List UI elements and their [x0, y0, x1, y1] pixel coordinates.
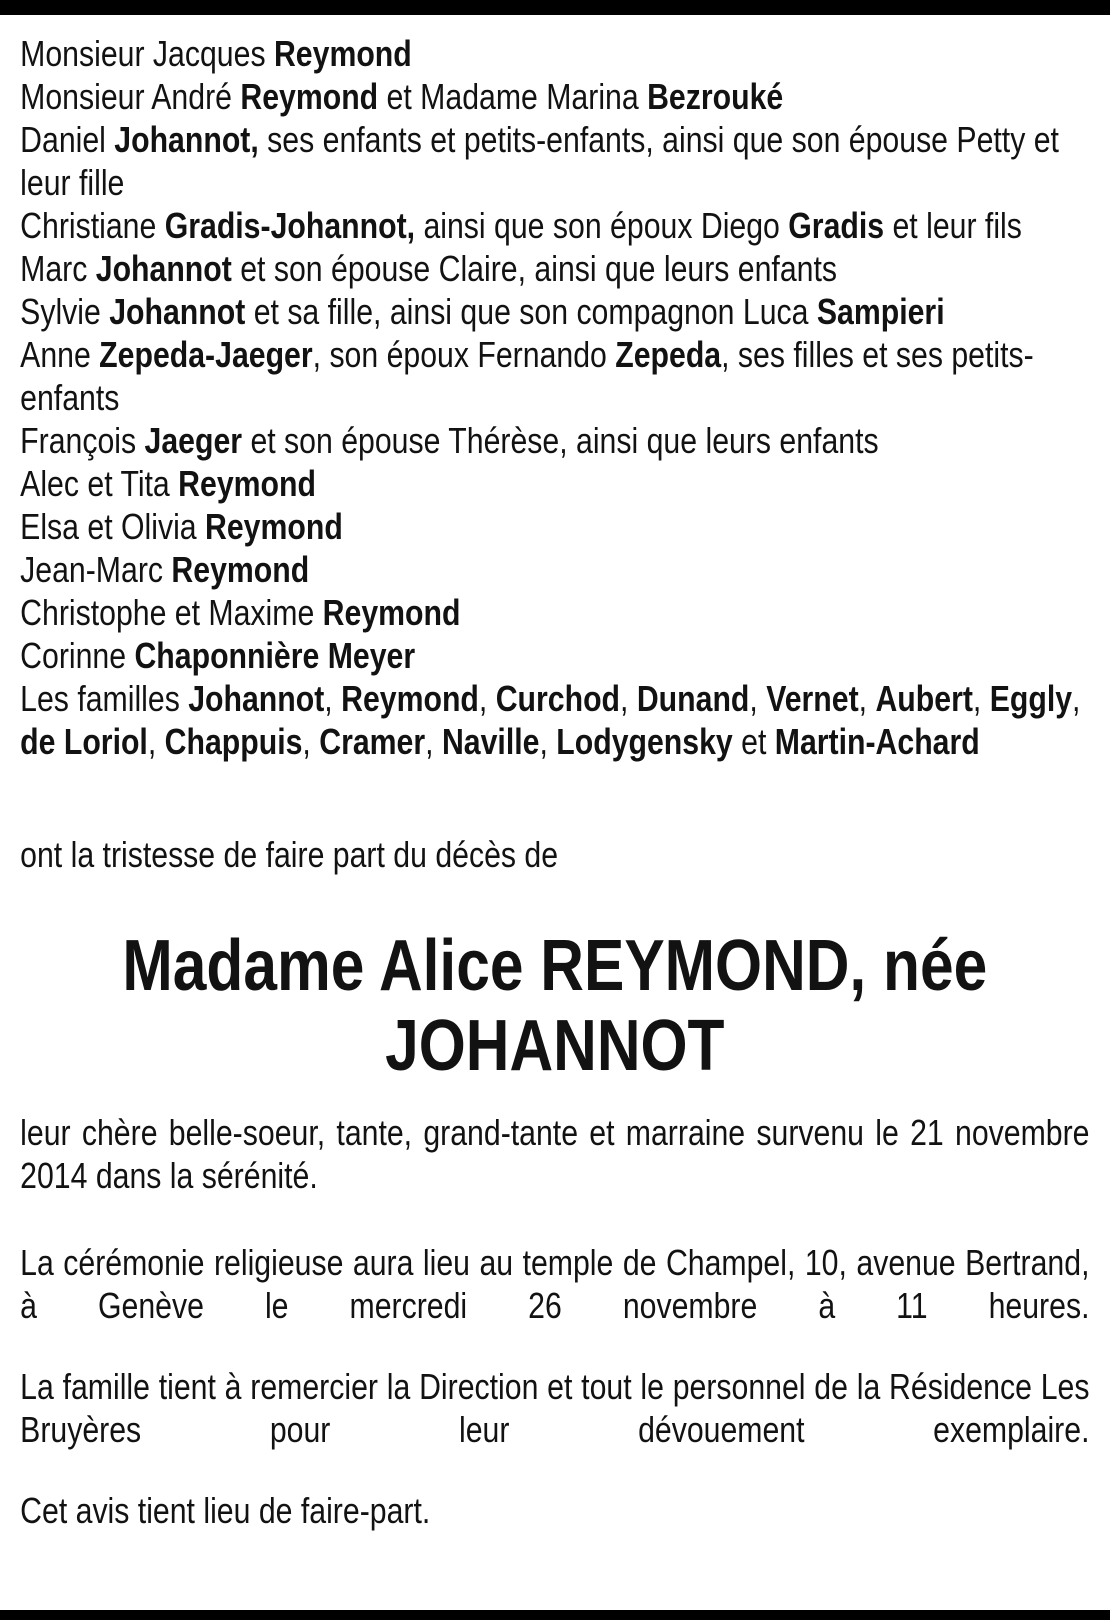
family-name-bold: Naville	[441, 721, 540, 762]
family-name-bold: Curchod	[495, 678, 621, 719]
family-line-text: Les familles	[20, 678, 189, 719]
family-line-text: Alec et Tita	[20, 463, 179, 504]
family-name-bold: Dunand	[636, 678, 750, 719]
family-name-bold: Reymond	[205, 506, 343, 547]
bottom-border-rule	[0, 1610, 1110, 1620]
family-line-text: ,	[478, 678, 496, 719]
family-line-text: Marc	[20, 248, 96, 289]
family-line-text: Sylvie	[20, 291, 110, 332]
family-line-text: et	[732, 721, 775, 762]
family-name-bold: Johannot	[109, 291, 246, 332]
family-line	[20, 462, 1089, 505]
family-line	[20, 204, 1089, 247]
death-notice	[0, 32, 1110, 1532]
family-name-bold: Reymond	[171, 549, 310, 590]
family-line	[20, 677, 1089, 763]
family-line-text: et Madame Marina	[378, 76, 648, 117]
family-line-text: et leur fils	[884, 205, 1022, 246]
family-line	[20, 290, 1089, 333]
family-line	[20, 505, 1089, 548]
family-line-text: Christiane	[20, 205, 165, 246]
paragraph-ceremony-details: La cérémonie religieuse aura lieu au temple de Champel, 10, avenue Bertrand, à Genève le mercredi 26 novembre à 11 heures.	[20, 1242, 1090, 1326]
family-line-text: ,	[1072, 678, 1081, 719]
family-list	[20, 32, 1089, 763]
family-line	[20, 419, 1089, 462]
family-name-bold: de Loriol	[20, 721, 148, 762]
paragraph-thanks: La famille tient à remercier la Direction et tout le personnel de la Résidence Les Bruyères pour leur dévouement exemplaire.	[20, 1366, 1090, 1450]
family-name-bold: Eggly	[989, 678, 1073, 719]
family-name-bold: Lodygensky	[556, 721, 733, 762]
family-line-text: ,	[324, 678, 342, 719]
family-line-text: et sa fille, ainsi que son compagnon Luca	[245, 291, 817, 332]
family-line-text: ,	[302, 721, 320, 762]
family-line-text: ,	[539, 721, 557, 762]
family-name-bold: Bezrouké	[647, 76, 784, 117]
family-name-bold: Johannot,	[114, 119, 259, 160]
deceased-name-title	[20, 926, 1089, 1086]
family-name-bold: Vernet	[766, 678, 859, 719]
family-name-bold: Reymond	[341, 678, 479, 719]
family-line	[20, 333, 1089, 419]
family-name-bold: Aubert	[875, 678, 973, 719]
family-name-bold: Reymond	[322, 592, 461, 633]
family-line-text: et son épouse Claire, ainsi que leurs enfants	[231, 248, 838, 289]
family-line-text: Monsieur Jacques	[20, 33, 274, 74]
family-name-bold: Reymond	[273, 33, 412, 74]
family-line	[20, 32, 1089, 75]
family-line-text: ,	[147, 721, 165, 762]
family-name-bold: Martin-Achard	[774, 721, 980, 762]
family-name-bold: Zepeda	[615, 334, 722, 375]
family-line	[20, 75, 1089, 118]
family-line-text: Jean-Marc	[20, 549, 172, 590]
family-line-text: ,	[425, 721, 442, 762]
family-name-bold: Gradis	[788, 205, 885, 246]
family-line-text: Anne	[20, 334, 100, 375]
family-line-text: ainsi que son époux Diego	[415, 205, 789, 246]
family-name-bold: Johannot	[95, 248, 232, 289]
family-line-text: ses enfants et petits-enfants, ainsi que son épouse Petty et leur fille	[20, 119, 1059, 203]
family-name-bold: Reymond	[178, 463, 316, 504]
family-line-text: , ses filles et ses petits-enfants	[20, 334, 1034, 418]
family-name-bold: Jaeger	[144, 420, 243, 461]
family-line-text: ,	[858, 678, 876, 719]
family-line	[20, 118, 1089, 204]
family-line-text: Monsieur André	[20, 76, 241, 117]
top-border-rule	[0, 0, 1110, 15]
family-name-bold: Johannot	[188, 678, 325, 719]
family-line-text: ,	[620, 678, 637, 719]
family-name-bold: Reymond	[240, 76, 379, 117]
intro-line: ont la tristesse de faire part du décès de	[20, 834, 559, 875]
family-line-text: et son épouse Thérèse, ainsi que leurs enfants	[242, 420, 879, 461]
family-line-text: ,	[749, 678, 767, 719]
paragraph-death-announcement: leur chère belle-soeur, tante, grand-tante et marraine survenu le 21 novembre 2014 dans la sérénité.	[20, 1112, 1090, 1196]
family-name-bold: Sampieri	[816, 291, 945, 332]
family-line	[20, 591, 1089, 634]
family-line-text: Christophe et Maxime	[20, 592, 323, 633]
family-name-bold: Chappuis	[164, 721, 303, 762]
family-name-bold: Gradis-Johannot,	[164, 205, 416, 246]
family-line-text: ,	[972, 678, 990, 719]
family-line-text: Elsa et Olivia	[20, 506, 206, 547]
family-line	[20, 247, 1089, 290]
deceased-name-title-line: Madame Alice REYMOND, née	[122, 926, 988, 1006]
family-line-text: , son époux Fernando	[312, 334, 616, 375]
family-name-bold: Zepeda-Jaeger	[99, 334, 313, 375]
family-line-text: Corinne	[20, 635, 135, 676]
family-name-bold: Cramer	[319, 721, 426, 762]
family-line-text: Daniel	[20, 119, 115, 160]
closing-line: Cet avis tient lieu de faire-part.	[20, 1490, 431, 1531]
family-line-text: François	[20, 420, 145, 461]
family-name-bold: Chaponnière Meyer	[134, 635, 416, 676]
family-line	[20, 548, 1089, 591]
deceased-name-title-line: JOHANNOT	[385, 1006, 725, 1086]
family-line	[20, 634, 1089, 677]
